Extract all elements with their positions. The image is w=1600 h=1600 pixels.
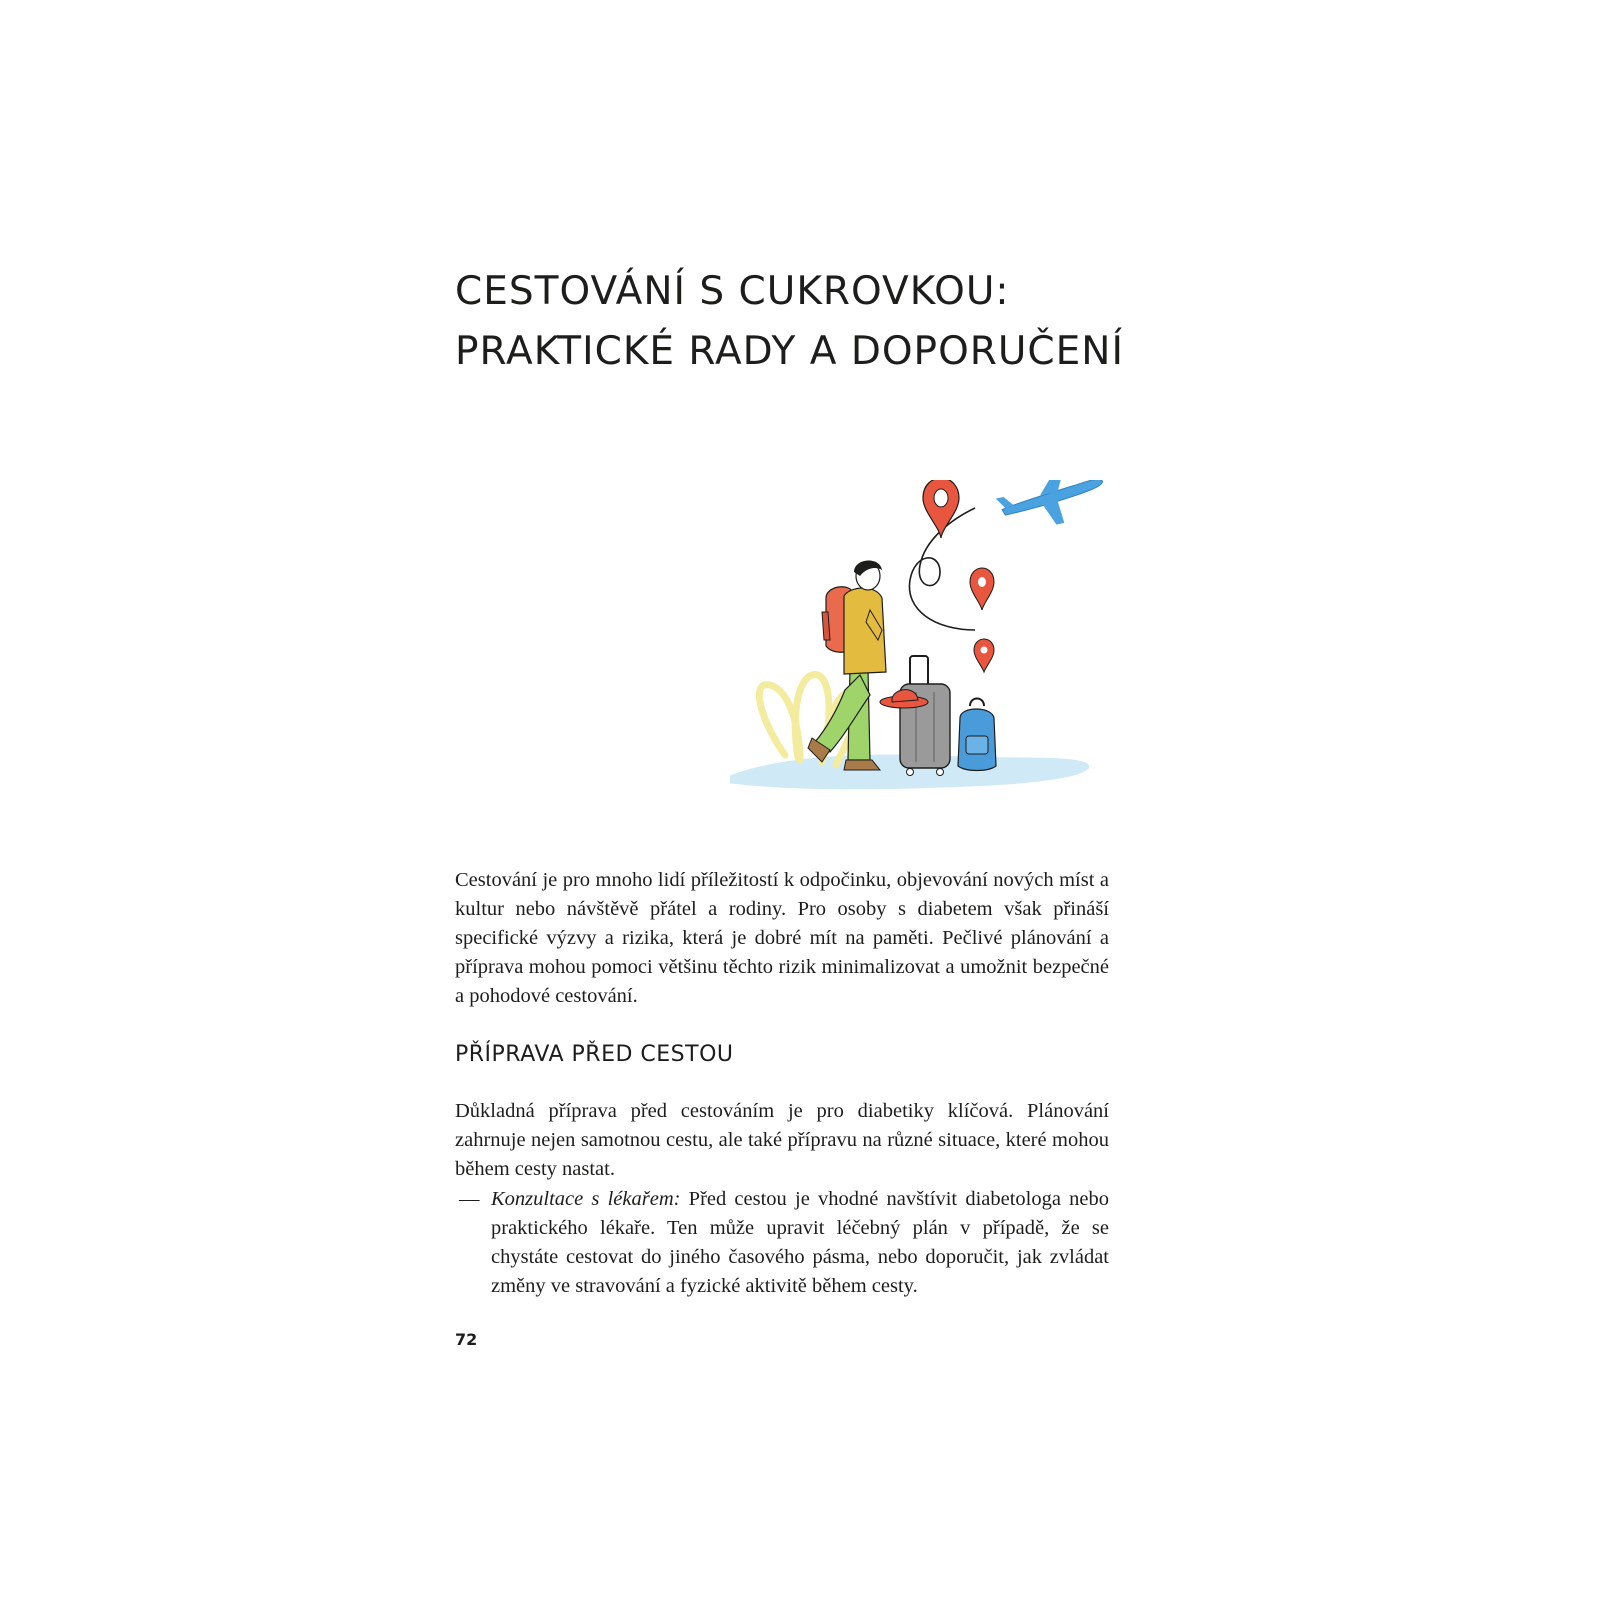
travel-illustration [730,480,1130,820]
page-number: 72 [455,1330,478,1349]
chapter-title-line-2: PRAKTICKÉ RADY A DOPORUČENÍ [455,329,1124,374]
list-item-body: Před cestou je vhodné navštívit diabetologa nebo praktického lékaře. Ten může upravit léčebný plán v případě, že se chystáte cestovat do jiného časového pásma, nebo doporučit, jak zvládat změny ve stravování a fyzické aktivitě během cesty. [491,1188,1109,1297]
location-pin-icon [974,639,994,672]
preparation-paragraph: Důkladná příprava před cestováním je pro diabetiky klíčová. Plánování zahrnuje nejen samotnou cestu, ale také přípravu na různé situace, které mohou během cesty nastat. [455,1100,1109,1180]
section-heading: PŘÍPRAVA PŘED CESTOU [455,1042,734,1067]
location-pin-icon [970,568,994,610]
intro-paragraph: Cestování je pro mnoho lidí příležitostí k odpočinku, objevování nových míst a kultur nebo návštěvě přátel a rodiny. Pro osoby s diabetem však přináší specifické výzvy a rizika, která je dobré mít na paměti. Pečlivé plánování a příprava mohou pomoci většinu těchto rizik minimalizovat a umožnit bezpečné a pohodové cestování. [455,869,1109,1007]
chapter-title [455,262,1155,382]
suitcase-icon [900,656,950,776]
list-item-text [491,1185,1109,1301]
chapter-title-line-1: CESTOVÁNÍ S CUKROVKOU: [455,269,1010,314]
airplane-icon [992,480,1109,536]
list-item-label: Konzultace s lékařem: [491,1188,681,1210]
backpack-icon [958,699,996,771]
location-pin-icon [923,480,959,538]
list-dash: — [459,1188,480,1210]
